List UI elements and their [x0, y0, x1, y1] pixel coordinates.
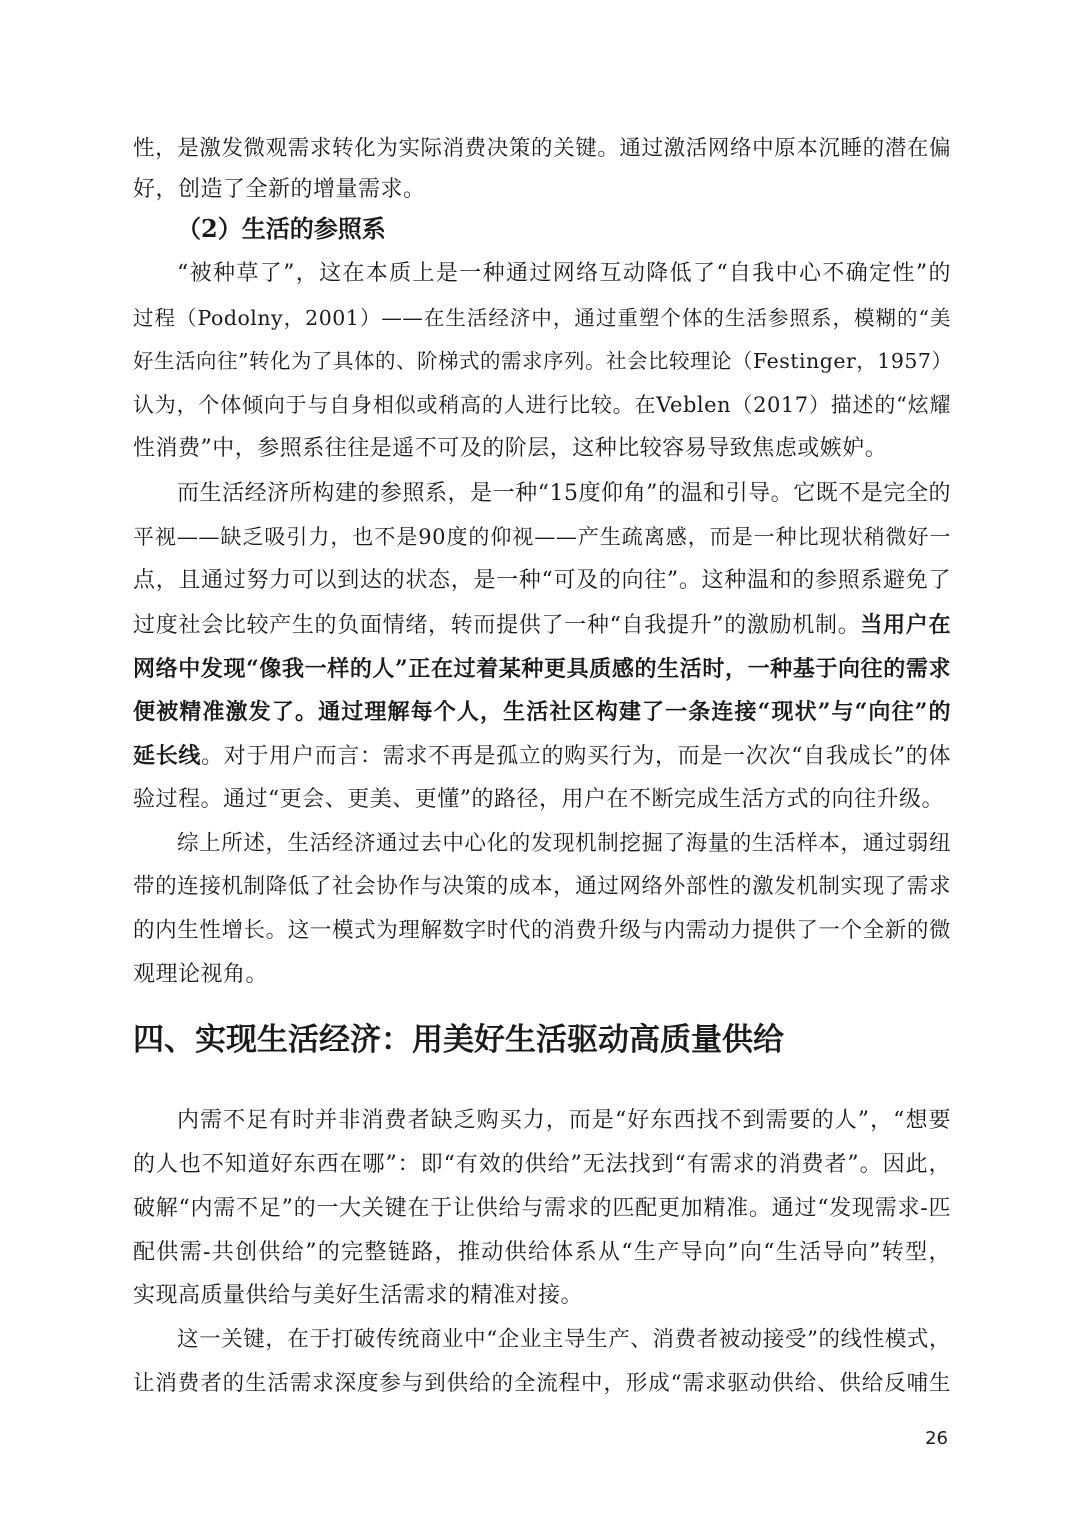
text-line-mixed [133, 741, 951, 772]
section-title: 四、实现生活经济：用美好生活驱动高质量供给 [133, 1022, 784, 1058]
text-line: 配供需-共创供给”的完整链路，推动供给体系从“生产导向”向“生活导向”转型， [133, 1240, 951, 1265]
bold-text-line: 网络中发现“像我一样的人”正在过着某种更具质感的生活时，一种基于向往的需求 [133, 656, 951, 682]
text-line: 性消费”中，参照系往往是遥不可及的阶层，这种比较容易导致焦虑或嫉妒。 [133, 436, 888, 461]
text-line: 点，且通过努力可以到达的状态，是一种“可及的向往”。这种温和的参照系避免了 [133, 568, 951, 593]
text-line: 的人也不知道好东西在哪”：即“有效的供给”无法找到“有需求的消费者”。因此， [133, 1152, 951, 1177]
text-line: 这一关键，在于打破传统商业中“企业主导生产、消费者被动接受”的线性模式， [177, 1327, 951, 1352]
text-line: “被种草了”，这在本质上是一种通过网络互动降低了“自我中心不确定性”的 [177, 261, 951, 286]
text-line: 观理论视角。 [133, 962, 269, 987]
text-line: 过程（Podolny，2001）——在生活经济中，通过重塑个体的生活参照系，模糊的“美 [133, 306, 951, 330]
text-line: 好，创造了全新的增量需求。 [133, 177, 426, 202]
text-line: 认为，个体倾向于与自身相似或稍高的人进行比较。在Veblen（2017）描述的“炫耀 [133, 393, 951, 417]
text-line: 内需不足有时并非消费者缺乏购买力，而是“好东西找不到需要的人”，“想要 [177, 1108, 951, 1133]
page-number: 26 [925, 1428, 948, 1449]
text-line: 综上所述，生活经济通过去中心化的发现机制挖掘了海量的生活样本，通过弱纽 [177, 831, 951, 856]
text-line: 平视——缺乏吸引力，也不是90度的仰视——产生疏离感，而是一种比现状稍微好一 [133, 525, 951, 549]
bold-text-line: 便被精准激发了。通过理解每个人，生活社区构建了一条连接“现状”与“向往”的 [133, 699, 951, 725]
bold-text-run: 当用户在 [860, 612, 951, 638]
bold-text-run: 延长线 [133, 743, 202, 769]
text-line: 而生活经济所构建的参照系，是一种“15度仰角”的温和引导。它既不是完全的 [177, 481, 951, 506]
text-line: 让消费者的生活需求深度参与到供给的全流程中，形成“需求驱动供给、供给反哺生 [133, 1371, 951, 1396]
text-line: 性，是激发微观需求转化为实际消费决策的关键。通过激活网络中原本沉睡的潜在偏 [133, 136, 951, 161]
text-line: 实现高质量供给与美好生活需求的精准对接。 [133, 1283, 584, 1308]
text-line-mixed [133, 610, 951, 641]
text-line: 验过程。通过“更会、更美、更懂”的路径，用户在不断完成生活方式的向往升级。 [133, 787, 944, 812]
text-run: 。对于用户而言：需求不再是孤立的购买行为，而是一次次“自我成长”的体 [201, 744, 951, 769]
subheading: （2）生活的参照系 [177, 214, 386, 243]
text-line: 的内生性增长。这一模式为理解数字时代的消费升级与内需动力提供了一个全新的微 [133, 918, 951, 943]
text-line: 破解“内需不足”的一大关键在于让供给与需求的匹配更加精准。通过“发现需求-匹 [133, 1196, 951, 1221]
text-line: 带的连接机制降低了社会协作与决策的成本，通过网络外部性的激发机制实现了需求 [133, 874, 951, 899]
text-line: 好生活向往”转化为了具体的、阶梯式的需求序列。社会比较理论（Festinger，1957） [133, 349, 953, 373]
text-run: 过度社会比较产生的负面情绪，转而提供了一种“自我提升”的激励机制。 [133, 613, 861, 638]
